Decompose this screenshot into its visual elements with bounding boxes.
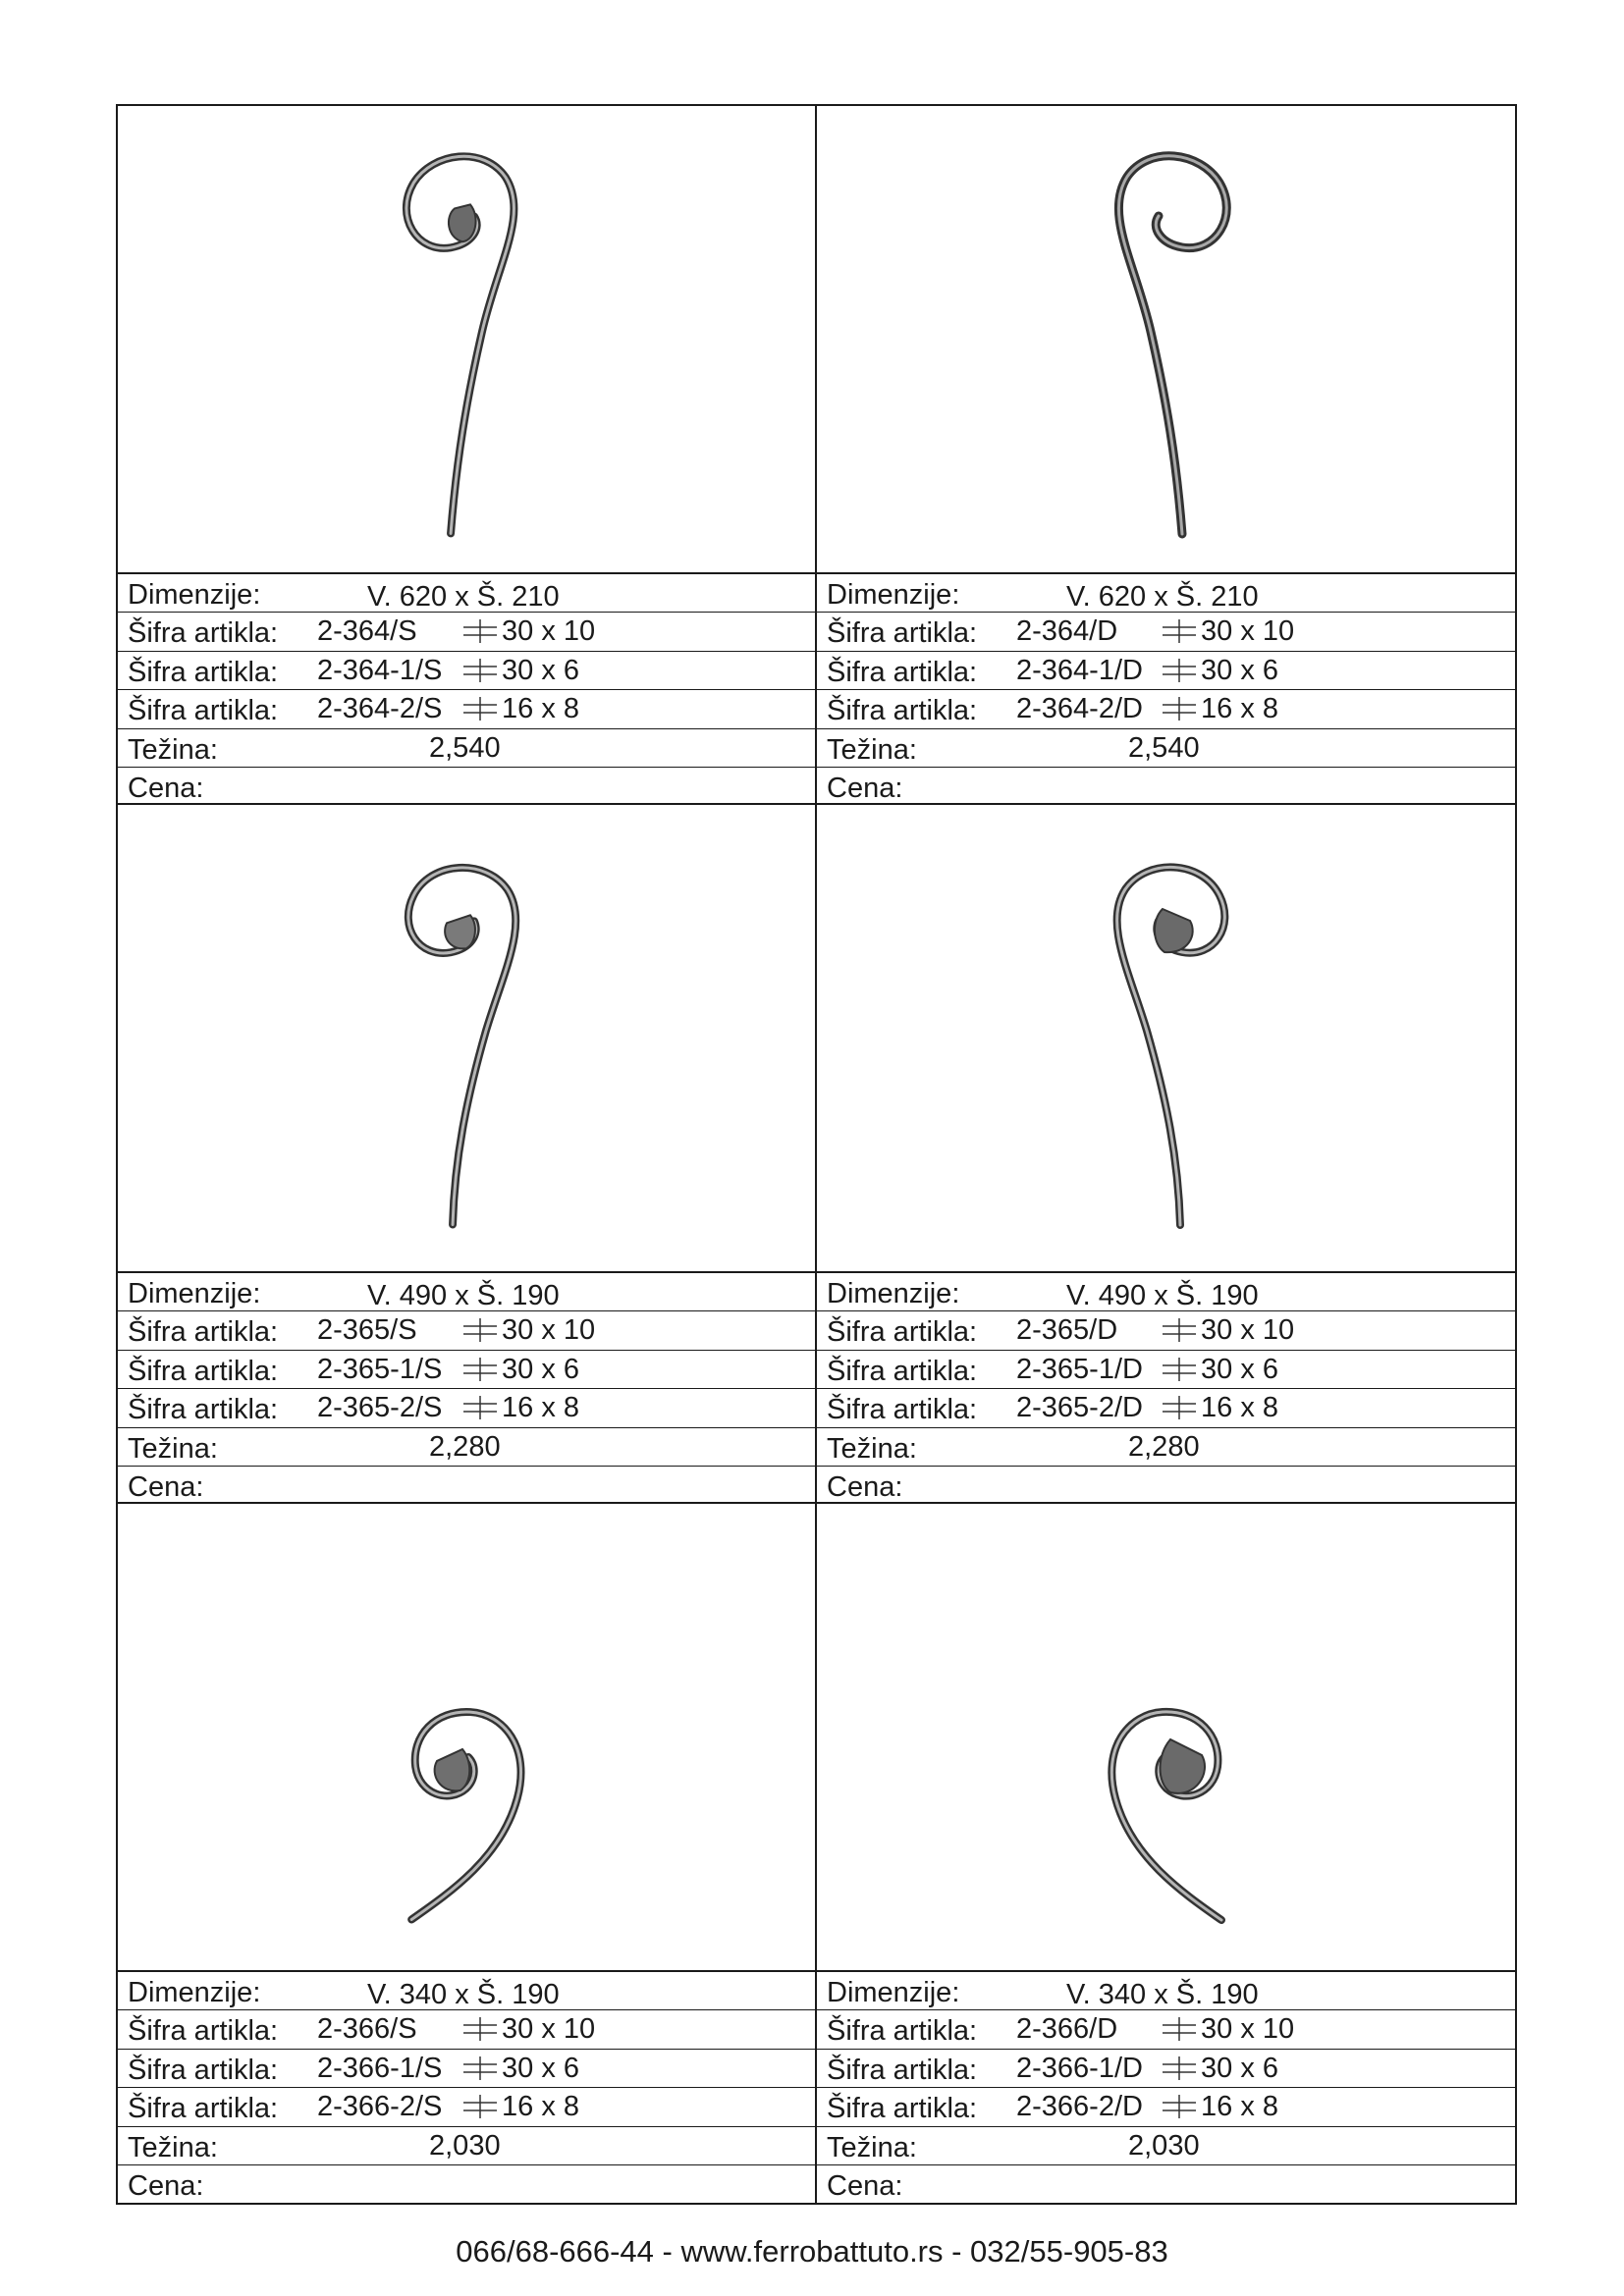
price-label: Cena: xyxy=(128,2169,204,2202)
profile-size: 30 x 10 xyxy=(502,615,596,648)
profile-size: 30 x 10 xyxy=(1201,1314,1295,1347)
dimensions-row xyxy=(817,1972,1516,2010)
item-code: 2-366-1/D xyxy=(1016,2052,1143,2084)
profile-section-icon xyxy=(1163,659,1196,682)
item-code-label: Šifra artikla: xyxy=(128,1316,279,1349)
item-code-row xyxy=(118,2050,815,2088)
item-code-row xyxy=(118,690,815,728)
item-code: 2-365-2/D xyxy=(1016,1392,1143,1424)
product-image-scroll-right xyxy=(817,805,1516,1271)
profile-size: 30 x 6 xyxy=(502,654,579,686)
weight-label: Težina: xyxy=(128,1432,218,1465)
profile-size: 30 x 10 xyxy=(1201,2013,1295,2046)
profile-section-icon xyxy=(1163,1318,1196,1342)
profile-size: 30 x 6 xyxy=(1201,654,1278,686)
item-code-label: Šifra artikla: xyxy=(827,656,978,688)
product-card xyxy=(118,1504,817,2203)
profile-size: 30 x 10 xyxy=(502,2013,596,2046)
item-code: 2-364-1/S xyxy=(317,654,443,686)
item-code-label: Šifra artikla: xyxy=(827,2054,978,2086)
product-image-scroll-right xyxy=(817,1504,1516,1970)
product-spec-table xyxy=(817,1271,1516,1504)
item-code-row xyxy=(118,1389,815,1427)
dimensions-row xyxy=(118,574,815,613)
price-row xyxy=(817,1467,1516,1505)
item-code-label: Šifra artikla: xyxy=(128,695,279,727)
price-label: Cena: xyxy=(827,1470,903,1503)
price-row xyxy=(118,1467,815,1505)
profile-size: 16 x 8 xyxy=(1201,693,1278,725)
dimensions-value: V. 620 x Š. 210 xyxy=(1066,581,1259,613)
profile-size: 16 x 8 xyxy=(1201,1392,1278,1424)
weight-value: 2,030 xyxy=(429,2129,501,2162)
item-code-label: Šifra artikla: xyxy=(128,2093,279,2125)
dimensions-value: V. 490 x Š. 190 xyxy=(1066,1280,1259,1311)
price-row xyxy=(817,768,1516,806)
profile-section-icon xyxy=(1163,619,1196,643)
weight-row xyxy=(118,729,815,768)
item-code: 2-364-1/D xyxy=(1016,654,1143,686)
product-image-scroll-right xyxy=(817,106,1516,572)
profile-section-icon xyxy=(1163,1358,1196,1381)
dimensions-label: Dimenzije: xyxy=(827,1278,960,1309)
item-code: 2-366-2/D xyxy=(1016,2091,1143,2123)
profile-size: 16 x 8 xyxy=(502,1392,579,1424)
item-code: 2-366-2/S xyxy=(317,2091,443,2123)
item-code-row xyxy=(817,613,1516,651)
weight-label: Težina: xyxy=(827,2131,917,2163)
weight-value: 2,280 xyxy=(1128,1430,1200,1463)
profile-size: 16 x 8 xyxy=(502,693,579,725)
item-code: 2-364-2/D xyxy=(1016,693,1143,725)
dimensions-label: Dimenzije: xyxy=(827,579,960,611)
item-code: 2-365-1/S xyxy=(317,1353,443,1385)
dimensions-label: Dimenzije: xyxy=(128,1977,261,2008)
item-code: 2-365/S xyxy=(317,1314,417,1347)
item-code: 2-366/D xyxy=(1016,2013,1118,2046)
product-image-scroll-left xyxy=(118,1504,815,1970)
profile-size: 30 x 6 xyxy=(1201,2052,1278,2084)
dimensions-row xyxy=(817,1273,1516,1311)
profile-section-icon xyxy=(463,1318,497,1342)
catalog-grid xyxy=(116,104,1517,2205)
weight-value: 2,540 xyxy=(1128,731,1200,764)
price-row xyxy=(118,2165,815,2204)
weight-row xyxy=(817,729,1516,768)
dimensions-label: Dimenzije: xyxy=(128,579,261,611)
item-code: 2-366/S xyxy=(317,2013,417,2046)
product-card xyxy=(817,106,1516,805)
profile-size: 30 x 10 xyxy=(1201,615,1295,648)
item-code-label: Šifra artikla: xyxy=(128,1394,279,1426)
dimensions-row xyxy=(118,1972,815,2010)
item-code-row xyxy=(118,2088,815,2126)
profile-size: 30 x 6 xyxy=(502,1353,579,1385)
weight-value: 2,280 xyxy=(429,1430,501,1463)
profile-size: 30 x 10 xyxy=(502,1314,596,1347)
item-code-row xyxy=(817,1311,1516,1350)
profile-size: 16 x 8 xyxy=(1201,2091,1278,2123)
item-code-label: Šifra artikla: xyxy=(128,617,279,650)
profile-section-icon xyxy=(1163,2017,1196,2041)
dimensions-value: V. 340 x Š. 190 xyxy=(367,1979,560,2010)
product-card xyxy=(118,106,817,805)
dimensions-value: V. 490 x Š. 190 xyxy=(367,1280,560,1311)
dimensions-label: Dimenzije: xyxy=(128,1278,261,1309)
dimensions-value: V. 620 x Š. 210 xyxy=(367,581,560,613)
profile-size: 30 x 6 xyxy=(502,2052,579,2084)
dimensions-row xyxy=(817,574,1516,613)
price-row xyxy=(817,2165,1516,2204)
dimensions-value: V. 340 x Š. 190 xyxy=(1066,1979,1259,2010)
profile-section-icon xyxy=(463,1396,497,1419)
item-code-label: Šifra artikla: xyxy=(128,656,279,688)
item-code-label: Šifra artikla: xyxy=(827,617,978,650)
item-code: 2-364-2/S xyxy=(317,693,443,725)
profile-section-icon xyxy=(1163,1396,1196,1419)
item-code-label: Šifra artikla: xyxy=(827,1394,978,1426)
item-code-label: Šifra artikla: xyxy=(827,2015,978,2048)
weight-label: Težina: xyxy=(128,2131,218,2163)
item-code-row xyxy=(817,1389,1516,1427)
weight-label: Težina: xyxy=(128,733,218,766)
price-label: Cena: xyxy=(128,772,204,804)
item-code-label: Šifra artikla: xyxy=(827,2093,978,2125)
product-image-scroll-left xyxy=(118,805,815,1271)
dimensions-row xyxy=(118,1273,815,1311)
item-code-row xyxy=(817,690,1516,728)
profile-section-icon xyxy=(463,2056,497,2080)
item-code-label: Šifra artikla: xyxy=(827,695,978,727)
price-label: Cena: xyxy=(128,1470,204,1503)
contact-footer: 066/68-666-44 - www.ferrobattuto.rs - 032/55-905-83 xyxy=(456,2234,1168,2269)
price-label: Cena: xyxy=(827,2169,903,2202)
item-code-label: Šifra artikla: xyxy=(827,1355,978,1387)
item-code-row xyxy=(118,1311,815,1350)
profile-size: 16 x 8 xyxy=(502,2091,579,2123)
profile-section-icon xyxy=(1163,2056,1196,2080)
product-image-scroll-left xyxy=(118,106,815,572)
profile-size: 30 x 6 xyxy=(1201,1353,1278,1385)
item-code: 2-365-1/D xyxy=(1016,1353,1143,1385)
profile-section-icon xyxy=(463,619,497,643)
profile-section-icon xyxy=(463,2017,497,2041)
profile-section-icon xyxy=(1163,697,1196,721)
weight-value: 2,030 xyxy=(1128,2129,1200,2162)
item-code-label: Šifra artikla: xyxy=(128,2015,279,2048)
item-code-row xyxy=(817,2050,1516,2088)
item-code-row xyxy=(118,652,815,690)
product-card xyxy=(118,805,817,1504)
price-label: Cena: xyxy=(827,772,903,804)
profile-section-icon xyxy=(1163,2095,1196,2118)
price-row xyxy=(118,768,815,806)
item-code-label: Šifra artikla: xyxy=(128,1355,279,1387)
item-code: 2-364/S xyxy=(317,615,417,648)
item-code-row xyxy=(817,2010,1516,2049)
product-spec-table xyxy=(817,1970,1516,2203)
item-code-row xyxy=(817,1351,1516,1389)
item-code-label: Šifra artikla: xyxy=(128,2054,279,2086)
item-code: 2-365-2/S xyxy=(317,1392,443,1424)
profile-section-icon xyxy=(463,697,497,721)
profile-section-icon xyxy=(463,659,497,682)
item-code-label: Šifra artikla: xyxy=(827,1316,978,1349)
profile-section-icon xyxy=(463,2095,497,2118)
product-card xyxy=(817,805,1516,1504)
product-spec-table xyxy=(118,572,815,805)
item-code: 2-366-1/S xyxy=(317,2052,443,2084)
item-code-row xyxy=(118,2010,815,2049)
item-code: 2-365/D xyxy=(1016,1314,1118,1347)
product-card xyxy=(817,1504,1516,2203)
item-code-row xyxy=(817,2088,1516,2126)
dimensions-label: Dimenzije: xyxy=(827,1977,960,2008)
weight-row xyxy=(118,1428,815,1467)
weight-row xyxy=(817,1428,1516,1467)
item-code-row xyxy=(817,652,1516,690)
item-code: 2-364/D xyxy=(1016,615,1118,648)
weight-label: Težina: xyxy=(827,1432,917,1465)
weight-label: Težina: xyxy=(827,733,917,766)
product-spec-table xyxy=(118,1970,815,2203)
product-spec-table xyxy=(817,572,1516,805)
weight-row xyxy=(118,2127,815,2165)
weight-value: 2,540 xyxy=(429,731,501,764)
item-code-row xyxy=(118,613,815,651)
item-code-row xyxy=(118,1351,815,1389)
weight-row xyxy=(817,2127,1516,2165)
profile-section-icon xyxy=(463,1358,497,1381)
product-spec-table xyxy=(118,1271,815,1504)
